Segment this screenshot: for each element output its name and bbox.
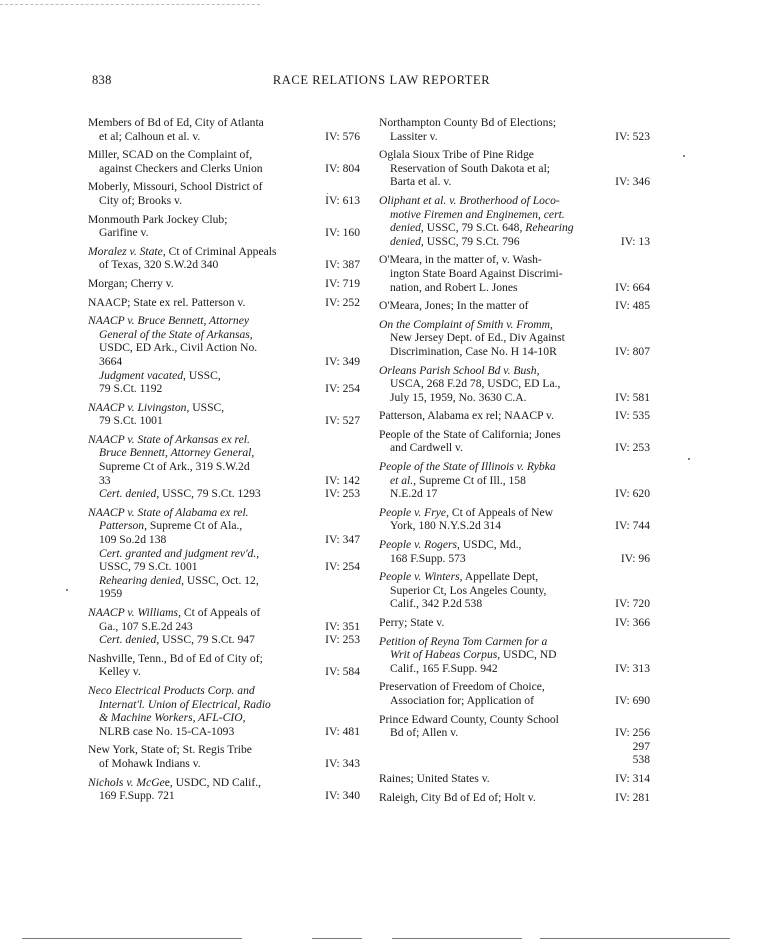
index-entry-line	[88, 328, 360, 342]
index-entry-line	[88, 698, 360, 712]
page-reference: IV: 340	[325, 789, 360, 803]
index-entry-line	[379, 487, 650, 501]
index-entry-line	[379, 221, 650, 235]
index-entry-line	[88, 382, 360, 396]
index-entry-line	[88, 226, 360, 240]
index-entry-line	[379, 680, 650, 694]
index-entry-line	[88, 474, 360, 488]
index-entry-line	[379, 662, 650, 676]
index-entry-line	[88, 277, 360, 291]
case-title-text: Northampton County Bd of Elections;	[379, 116, 557, 129]
index-entry-line	[379, 519, 650, 533]
index-entry-line	[88, 180, 360, 194]
case-title-text: of Texas, 320 S.W.2d 340	[99, 258, 219, 272]
page-reference: IV: 160	[325, 226, 360, 240]
page-reference: IV: 254	[325, 560, 360, 574]
index-entry	[379, 506, 650, 533]
index-entry-line	[379, 345, 650, 359]
page-reference: IV: 481	[325, 724, 360, 738]
index-entry	[88, 652, 360, 679]
index-column-right	[379, 116, 650, 809]
case-title-text: denied, USSC, 79 S.Ct. 648, Rehearing	[390, 221, 574, 235]
case-title-text: 3664	[99, 354, 123, 368]
bottom-edge-line	[312, 938, 362, 939]
page-reference: IV: 252	[325, 295, 360, 309]
page-reference: IV: 523	[615, 129, 650, 143]
index-entry-line	[379, 364, 650, 378]
page-reference: IV: 254	[325, 382, 360, 396]
index-entry-line	[379, 648, 650, 662]
index-entry-line	[88, 401, 360, 415]
case-title-text: N.E.2d 17	[390, 487, 438, 501]
index-entry	[379, 409, 650, 423]
index-entry	[88, 506, 360, 601]
page-reference: IV: 719	[325, 276, 360, 290]
case-title-text: Patterson, Supreme Ct of Ala.,	[99, 519, 243, 533]
index-entry	[88, 433, 360, 501]
index-entry-line	[88, 433, 360, 447]
index-entry-line	[379, 538, 650, 552]
index-entry	[379, 253, 650, 294]
index-entry-line	[379, 267, 650, 281]
index-entry-line	[379, 616, 650, 630]
case-title-text: NAACP v. Bruce Bennett, Attorney	[88, 314, 249, 328]
index-entry-line	[88, 296, 360, 310]
page-reference: 538	[632, 753, 650, 767]
case-title-text: Internat'l. Union of Electrical, Radio	[99, 697, 271, 711]
index-entry-line	[379, 740, 650, 754]
index-entry-line	[379, 148, 650, 162]
case-title-text: Nichols v. McGee, USDC, ND Calif.,	[88, 775, 262, 789]
page-reference: IV: 366	[615, 616, 650, 629]
index-entry-line	[88, 116, 360, 130]
page-reference: IV: 620	[615, 487, 650, 501]
case-title-text: Superior Ct, Los Angeles County,	[390, 583, 547, 597]
index-entry	[88, 684, 360, 738]
index-entry	[379, 538, 650, 565]
index-entry-line	[88, 789, 360, 803]
index-entry-line	[379, 441, 650, 455]
page-reference: IV: 584	[325, 665, 360, 679]
case-title-text: NAACP v. Livingston, USSC,	[88, 400, 225, 414]
case-title-text: Raleigh, City Bd of Ed of; Holt v.	[379, 790, 536, 804]
page-reference: IV: 664	[615, 280, 650, 294]
index-entry-line	[379, 460, 650, 474]
bottom-edge-line	[392, 938, 522, 939]
index-entry	[379, 635, 650, 676]
page-reference: IV: 351	[325, 619, 360, 633]
index-entry-line	[379, 791, 650, 805]
case-title-text: Patterson, Alabama ex rel; NAACP v.	[379, 409, 554, 423]
page-reference: IV: 576	[325, 129, 360, 143]
page-reference: IV: 281	[615, 790, 650, 804]
case-title-text: People v. Frye, Ct of Appeals of New	[379, 505, 553, 519]
index-entry-line	[379, 331, 650, 345]
page-reference: IV: 527	[325, 414, 360, 428]
case-title-text: People of the State of California; Jones	[379, 427, 561, 441]
case-title-text: July 15, 1959, No. 3630 C.A.	[390, 390, 527, 404]
index-entry-line	[88, 743, 360, 757]
case-title-text: Moralez v. State, Ct of Criminal Appeals	[88, 244, 277, 258]
page-reference: IV: 744	[615, 519, 650, 533]
case-title-text: and Cardwell v.	[390, 441, 463, 455]
index-entry-line	[88, 487, 360, 501]
index-entry-line	[88, 314, 360, 328]
index-entry-line	[379, 694, 650, 708]
case-title-text: Writ of Habeas Corpus, USDC, ND	[390, 648, 557, 662]
index-entry	[379, 194, 650, 248]
index-entry-line	[379, 726, 650, 740]
page-reference: IV: 96	[620, 551, 650, 565]
index-entry	[379, 116, 650, 143]
case-title-text: Nashville, Tenn., Bd of Ed of City of;	[88, 651, 263, 665]
index-entry-line	[379, 377, 650, 391]
index-entry-line	[379, 713, 650, 727]
case-title-text: NAACP v. State of Arkansas ex rel.	[88, 432, 250, 446]
index-entry	[88, 401, 360, 428]
index-entry-line	[88, 574, 360, 588]
case-title-text: USDC, ED Ark., Civil Action No.	[99, 341, 258, 355]
page-reference: IV: 142	[325, 473, 360, 487]
case-title-text: 168 F.Supp. 573	[390, 551, 466, 565]
index-entry-line	[379, 570, 650, 584]
case-title-text: of Mohawk Indians v.	[99, 756, 201, 770]
index-entry-line	[379, 391, 650, 405]
index-entry-line	[88, 684, 360, 698]
case-title-text: 1959	[99, 587, 123, 601]
case-title-text: Prince Edward County, County School	[379, 712, 559, 726]
case-title-text: Kelley v.	[99, 665, 141, 679]
case-title-text: Neco Electrical Products Corp. and	[88, 683, 255, 697]
index-entry-line	[379, 635, 650, 649]
page-reference: IV: 253	[615, 441, 650, 455]
index-entry-line	[88, 194, 360, 208]
case-title-text: Reservation of South Dakota et al;	[390, 161, 551, 175]
index-entry-line	[88, 519, 360, 533]
case-title-text: City of; Brooks v.	[99, 193, 182, 207]
case-title-text: Lassiter v.	[390, 129, 438, 143]
case-title-text: Bd of; Allen v.	[390, 726, 459, 740]
index-entry	[379, 148, 650, 189]
page-reference: IV: 720	[615, 597, 650, 611]
index-entry-line	[379, 281, 650, 295]
page-reference: IV: 314	[615, 771, 650, 785]
page-reference: IV: 690	[615, 693, 650, 707]
bottom-edge-line	[22, 938, 242, 939]
index-entry	[379, 713, 650, 767]
case-title-text: Bruce Bennett, Attorney General,	[99, 446, 255, 460]
index-entry	[88, 776, 360, 803]
page-reference: IV: 313	[615, 661, 650, 675]
index-entry-line	[88, 757, 360, 771]
index-entry-line	[379, 552, 650, 566]
index-entry	[379, 428, 650, 455]
index-entry-line	[88, 606, 360, 620]
scan-speck	[327, 193, 328, 194]
case-title-text: Perry; State v.	[379, 616, 445, 629]
index-entry	[88, 277, 360, 291]
case-title-text: York, 180 N.Y.S.2d 314	[390, 519, 502, 533]
case-title-text: 33	[99, 473, 111, 487]
page-reference: IV: 349	[325, 354, 360, 368]
case-title-text: Members of Bd of Ed, City of Atlanta	[88, 116, 264, 129]
case-title-text: People of the State of Illinois v. Rybka	[379, 460, 556, 474]
page-reference: IV: 13	[620, 234, 650, 248]
index-entry-line	[379, 506, 650, 520]
index-entry	[88, 245, 360, 272]
index-entry-line	[88, 213, 360, 227]
case-title-text: O'Meara, in the matter of, v. Wash-	[379, 253, 542, 267]
index-entry-line	[88, 547, 360, 561]
case-title-text: Morgan; Cherry v.	[88, 276, 174, 290]
index-entry	[379, 680, 650, 707]
case-title-text: 79 S.Ct. 1192	[99, 382, 163, 396]
case-title-text: Rehearing denied, USSC, Oct. 12,	[99, 573, 259, 587]
index-entry	[379, 299, 650, 313]
page-reference: IV: 613	[325, 193, 360, 207]
case-title-text: General of the State of Arkansas,	[99, 327, 253, 341]
index-entry	[379, 318, 650, 359]
index-entry-line	[88, 130, 360, 144]
case-title-text: Association for; Application of	[390, 693, 534, 707]
scan-speck	[66, 589, 68, 591]
case-title-text: 79 S.Ct. 1001	[99, 414, 163, 428]
case-title-text: New York, State of; St. Regis Tribe	[88, 743, 252, 757]
case-title-text: et al; Calhoun et al. v.	[99, 129, 201, 143]
index-entry	[88, 743, 360, 770]
index-entry-line	[88, 258, 360, 272]
index-entry-line	[379, 597, 650, 611]
index-entry	[88, 314, 360, 396]
index-entry-line	[379, 409, 650, 423]
index-entry-line	[88, 652, 360, 666]
index-entry	[379, 616, 650, 630]
case-title-text: Cert. denied, USSC, 79 S.Ct. 947	[99, 633, 255, 647]
case-title-text: Ga., 107 S.E.2d 243	[99, 619, 193, 633]
page-reference: IV: 346	[615, 175, 650, 189]
case-title-text: 109 So.2d 138	[99, 533, 167, 547]
case-title-text: New Jersey Dept. of Ed., Div Against	[390, 331, 565, 345]
index-entry	[379, 460, 650, 501]
case-title-text: Calif., 165 F.Supp. 942	[390, 661, 498, 675]
case-title-text: Orleans Parish School Bd v. Bush,	[379, 363, 540, 377]
case-title-text: NAACP v. Williams, Ct of Appeals of	[88, 606, 261, 619]
case-title-text: Judgment vacated, USSC,	[99, 368, 221, 382]
index-entry-line	[88, 776, 360, 790]
index-entry	[88, 606, 360, 647]
index-entry-line	[379, 428, 650, 442]
case-title-text: Calif., 342 P.2d 538	[390, 597, 483, 611]
page-reference: IV: 535	[615, 409, 650, 423]
index-column-left	[88, 116, 360, 808]
case-title-text: NLRB case No. 15-CA-1093	[99, 724, 235, 738]
index-entry-line	[88, 245, 360, 259]
case-title-text: Discrimination, Case No. H 14-10R	[390, 344, 557, 358]
case-title-text: O'Meara, Jones; In the matter of	[379, 299, 529, 313]
page-reference: IV: 256	[615, 726, 650, 740]
case-title-text: against Checkers and Clerks Union	[99, 161, 263, 175]
index-entry-line	[88, 725, 360, 739]
index-entry-line	[379, 253, 650, 267]
case-title-text: Barta et al. v.	[390, 175, 452, 189]
case-title-text: Preservation of Freedom of Choice,	[379, 680, 545, 694]
case-title-text: Raines; United States v.	[379, 771, 490, 785]
index-entry-line	[88, 355, 360, 369]
index-entry	[88, 180, 360, 207]
page-reference: IV: 253	[325, 487, 360, 501]
case-title-text: On the Complaint of Smith v. Fromm,	[379, 317, 553, 331]
top-edge-dashes	[0, 4, 260, 5]
index-entry-line	[379, 130, 650, 144]
case-title-text: 169 F.Supp. 721	[99, 789, 175, 803]
index-entry-line	[379, 194, 650, 208]
index-entry-line	[88, 633, 360, 647]
index-entry-line	[88, 414, 360, 428]
case-title-text: denied, USSC, 79 S.Ct. 796	[390, 234, 520, 248]
case-title-text: Cert. granted and judgment rev'd.,	[99, 546, 260, 560]
page-reference: IV: 807	[615, 344, 650, 358]
index-entry-line	[379, 772, 650, 786]
index-entry-line	[88, 460, 360, 474]
index-entry-line	[88, 506, 360, 520]
case-title-text: Cert. denied, USSC, 79 S.Ct. 1293	[99, 487, 261, 501]
page-reference: IV: 347	[325, 533, 360, 547]
case-title-text: Miller, SCAD on the Complaint of,	[88, 148, 253, 162]
case-title-text: & Machine Workers, AFL-CIO,	[99, 711, 246, 725]
index-entry-line	[88, 369, 360, 383]
case-title-text: nation, and Robert L. Jones	[390, 280, 518, 294]
index-entry-line	[379, 208, 650, 222]
index-entry-line	[379, 162, 650, 176]
case-title-text: USCA, 268 F.2d 78, USDC, ED La.,	[390, 377, 561, 391]
page-reference: IV: 343	[325, 756, 360, 770]
index-entry-line	[88, 560, 360, 574]
index-entry-line	[379, 299, 650, 313]
index-entry-line	[88, 533, 360, 547]
index-entry-line	[379, 584, 650, 598]
scan-speck	[683, 155, 685, 157]
case-title-text: Moberly, Missouri, School District of	[88, 180, 263, 194]
case-title-text: People v. Winters, Appellate Dept,	[379, 570, 539, 584]
index-entry-line	[88, 341, 360, 355]
index-entry	[379, 772, 650, 786]
page-reference: IV: 387	[325, 258, 360, 272]
page-number: 838	[92, 73, 112, 87]
index-entry-line	[88, 620, 360, 634]
index-entry	[379, 791, 650, 805]
scan-speck	[688, 458, 690, 460]
index-entry	[379, 570, 650, 611]
case-title-text: People v. Rogers, USDC, Md.,	[379, 538, 522, 552]
index-entry-line	[88, 446, 360, 460]
index-entry-line	[88, 665, 360, 679]
case-title-text: NAACP; State ex rel. Patterson v.	[88, 295, 246, 309]
running-head: RACE RELATIONS LAW REPORTER	[272, 73, 491, 87]
index-entry	[88, 213, 360, 240]
index-entry-line	[379, 175, 650, 189]
index-entry	[88, 148, 360, 175]
page-reference: IV: 485	[615, 299, 650, 313]
index-entry-line	[88, 587, 360, 601]
index-entry	[379, 364, 650, 405]
page-reference: IV: 253	[325, 633, 360, 647]
index-entry-line	[379, 753, 650, 767]
case-title-text: Petition of Reyna Tom Carmen for a	[379, 634, 548, 648]
page-reference: IV: 804	[325, 161, 360, 175]
case-title-text: USSC, 79 S.Ct. 1001	[99, 560, 198, 574]
index-entry-line	[379, 116, 650, 130]
page-reference: IV: 581	[615, 390, 650, 404]
case-title-text: ington State Board Against Discrimi-	[390, 266, 563, 280]
page-reference: 297	[632, 739, 650, 753]
index-entry-line	[88, 162, 360, 176]
case-title-text: NAACP v. State of Alabama ex rel.	[88, 505, 249, 519]
case-title-text: Garifine v.	[99, 226, 149, 240]
case-title-text: et al., Supreme Ct of Ill., 158	[390, 473, 526, 487]
case-title-text: Oglala Sioux Tribe of Pine Ridge	[379, 148, 534, 162]
case-title-text: Monmouth Park Jockey Club;	[88, 212, 228, 226]
bottom-edge-line	[540, 938, 730, 939]
case-title-text: motive Firemen and Enginemen, cert.	[390, 207, 565, 221]
case-title-text: Oliphant et al. v. Brotherhood of Loco-	[379, 193, 560, 207]
index-entry-line	[88, 711, 360, 725]
index-entry-line	[379, 318, 650, 332]
index-entry	[88, 116, 360, 143]
index-entry-line	[88, 148, 360, 162]
index-entry-line	[379, 474, 650, 488]
index-entry	[88, 296, 360, 310]
index-entry-line	[379, 235, 650, 249]
case-title-text: Supreme Ct of Ark., 319 S.W.2d	[99, 460, 250, 474]
